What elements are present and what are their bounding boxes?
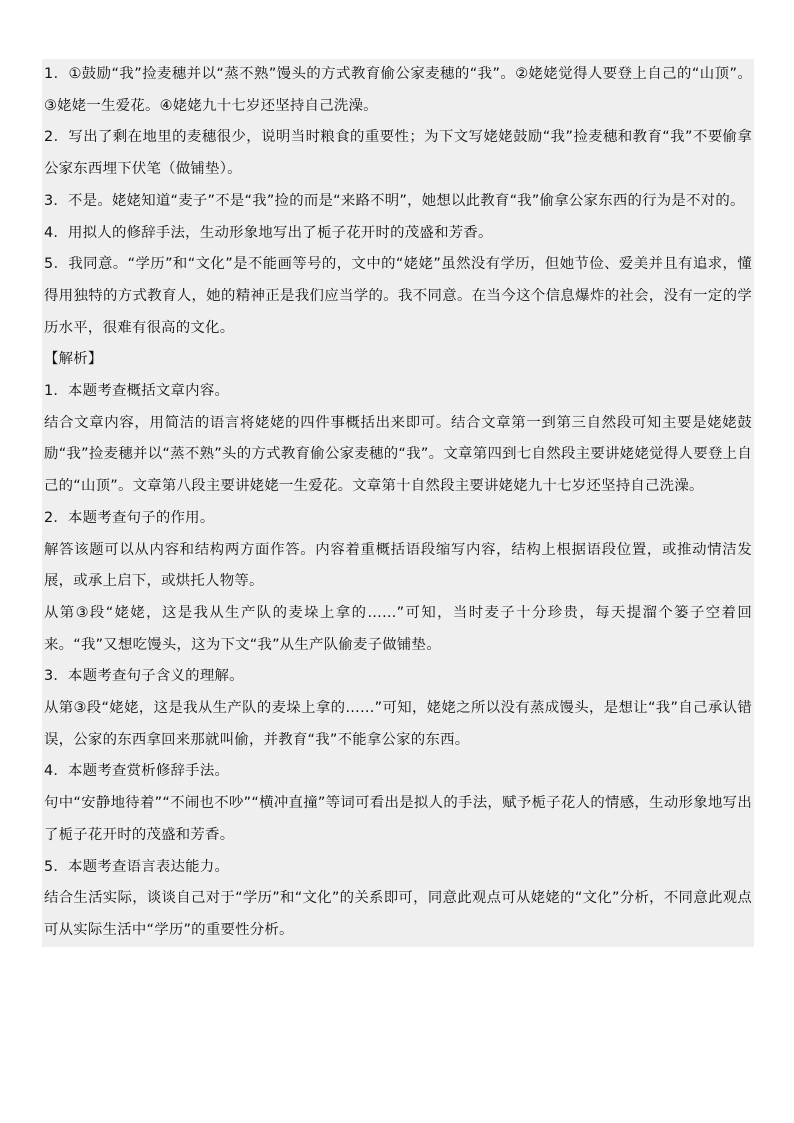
analysis-2-body: 解答该题可以从内容和结构两方面作答。内容着重概括语段缩写内容，结构上根据语段位置，或推动情洁发展，或承上启下，或烘托人物等。 [42,535,754,598]
analysis-4-title: 4．本题考查赏析修辞手法。 [42,756,754,788]
document-body [42,59,754,947]
analysis-1-title: 1．本题考查概括文章内容。 [42,376,754,408]
analysis-heading: 【解析】 [42,344,754,376]
answer-4: 4．用拟人的修辞手法，生动形象地写出了栀子花开时的茂盛和芳香。 [42,218,754,250]
answer-2: 2．写出了剩在地里的麦穗很少，说明当时粮食的重要性；为下文写姥姥鼓励“我”捡麦穗和教育“我”不要偷拿公家东西埋下伏笔（做铺垫）。 [42,122,754,185]
analysis-3-body: 从第③段“姥姥，这是我从生产队的麦垛上拿的……”可知，姥姥之所以没有蒸成馒头，是想让“我”自己承认错误，公家的东西拿回来那就叫偷，并教育“我”不能拿公家的东西。 [42,693,754,756]
analysis-1-body: 结合文章内容，用简洁的语言将姥姥的四件事概括出来即可。结合文章第一到第三自然段可知主要是姥姥鼓励“我”捡麦穗并以“蒸不熟”头的方式教育偷公家麦穗的“我”。文章第四到七自然段主要讲姥姥觉得人要登上自己的“山顶”。文章第八段主要讲姥姥一生爱花。文章第十自然段主要讲姥姥九十七岁还坚持自己洗澡。 [42,408,754,503]
analysis-4-body: 句中“安静地待着”“不闹也不吵”“横冲直撞”等词可看出是拟人的手法，赋予栀子花人的情感，生动形象地写出了栀子花开时的茂盛和芳香。 [42,788,754,851]
answer-5: 5．我同意。“学历”和“文化”是不能画等号的，文中的“姥姥”虽然没有学历，但她节俭、爱美并且有追求，懂得用独特的方式教育人，她的精神正是我们应当学的。我不同意。在当今这个信息爆炸的社会，没有一定的学历水平，很难有很高的文化。 [42,249,754,344]
analysis-2-title: 2．本题考查句子的作用。 [42,503,754,535]
analysis-3-title: 3．本题考查句子含义的理解。 [42,661,754,693]
analysis-2-detail: 从第③段“姥姥，这是我从生产队的麦垛上拿的……”可知，当时麦子十分珍贵，每天提溜个篓子空着回来。“我”又想吃馒头，这为下文“我”从生产队偷麦子做铺垫。 [42,598,754,661]
answer-3: 3．不是。姥姥知道“麦子”不是“我”捡的而是“来路不明”，她想以此教育“我”偷拿公家东西的行为是不对的。 [42,186,754,218]
analysis-5-body: 结合生活实际，谈谈自己对于“学历”和“文化”的关系即可，同意此观点可从姥姥的“文化”分析，不同意此观点可从实际生活中“学历”的重要性分析。 [42,883,754,946]
analysis-5-title: 5．本题考查语言表达能力。 [42,852,754,884]
answer-1: 1．①鼓励“我”捡麦穗并以“蒸不熟”馒头的方式教育偷公家麦穗的“我”。②姥姥觉得人要登上自己的“山顶”。③姥姥一生爱花。④姥姥九十七岁还坚持自己洗澡。 [42,59,754,122]
